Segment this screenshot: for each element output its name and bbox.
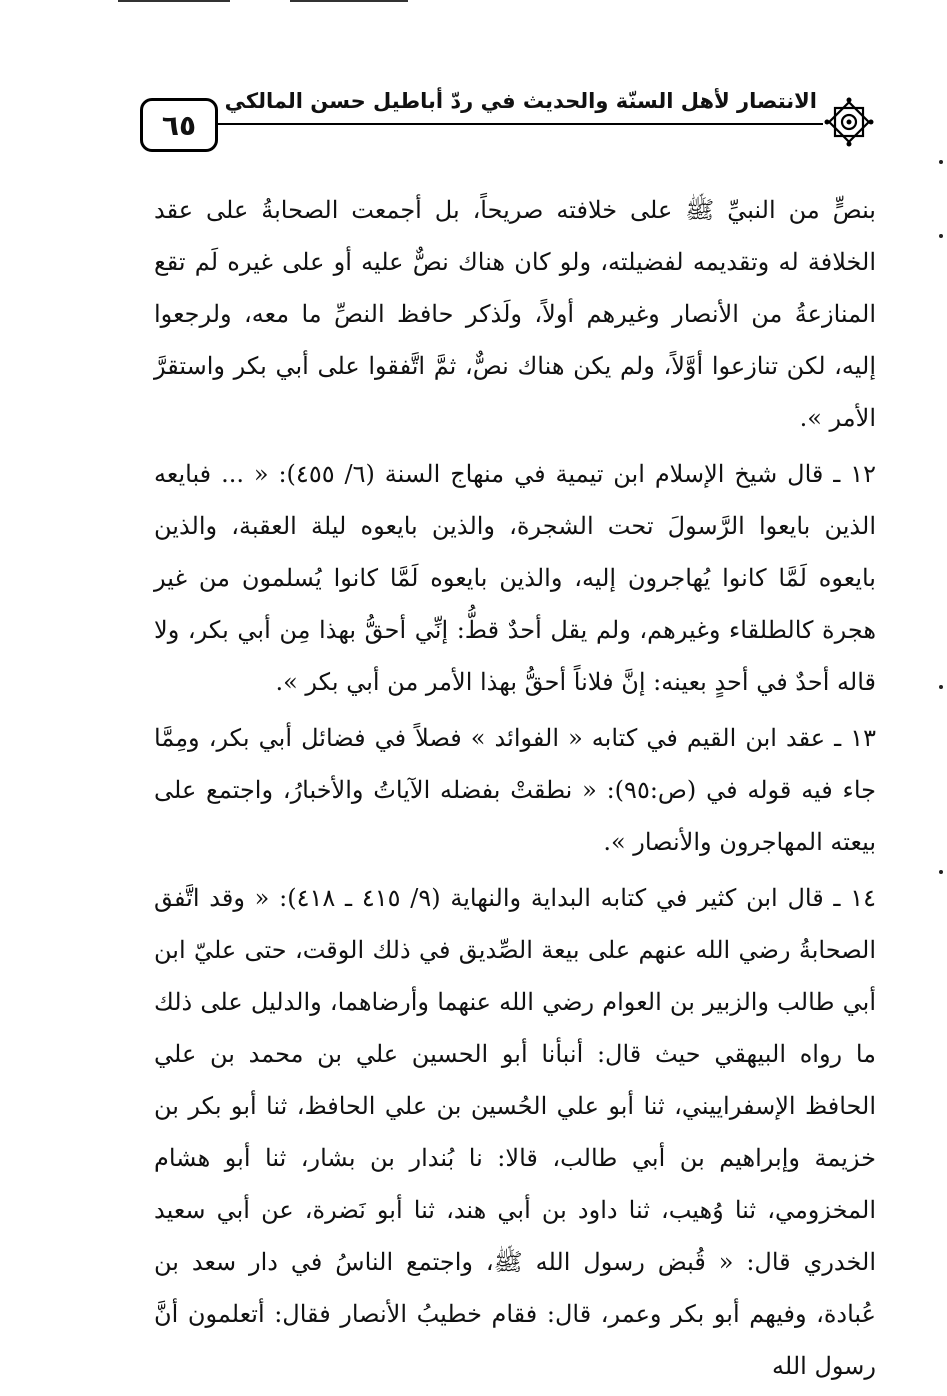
page-number: ٦٥	[140, 98, 218, 152]
running-title: الانتصار لأهل السنّة والحديث في ردّ أباطيل حسن المالكي	[223, 86, 819, 116]
paragraph-12: ١٢ ـ قال شيخ الإسلام ابن تيمية في منهاج السنة (٦/ ٤٥٥): « ... فبايعه الذين بايعوا الرَّسولَ تحت الشجرة، والذين بايعوه ليلة العقبة، والذين بايعوه لَمَّا كانوا يُهاجرون إليه، والذين بايعوه لَمَّا كانوا يُسلمون من غير هجرة كالطلقاء وغيرهم، ولم يقل أحدٌ قطُّ: إنِّي أحقُّ بهذا مِن أبي بكر، ولا قاله أحدٌ في أحدٍ بعينه: إنَّ فلاناً أحقُّ بهذا الأمر من أبي بكر ».	[154, 460, 877, 696]
header-rule	[210, 123, 823, 125]
scan-edge-mark	[290, 0, 408, 2]
scan-speck	[939, 870, 943, 874]
scan-edge-mark	[118, 0, 230, 2]
main-text	[154, 184, 876, 1396]
paragraph-14: ١٤ ـ قال ابن كثير في كتابه البداية والنهاية (٩/ ٤١٥ ـ ٤١٨): « وقد اتَّفق الصحابةُ رضي الله عنهم على بيعة الصِّديق في ذلك الوقت، حتى عليّ ابن أبي طالب والزبير بن العوام رضي الله عنهما وأرضاهما، والدليل على ذلك ما رواه البيهقي حيث قال: أنبأنا أبو الحسين علي بن محمد بن علي الحافظ الإسفراييني، ثنا أبو علي الحُسين بن علي الحافظ، ثنا أبو بكر بن خزيمة وإبراهيم بن أبي طالب، قالا: نا بُندار بن بشار، ثنا أبو هشام المخزومي، ثنا وُهيب، ثنا داود بن أبي هند، ثنا أبو نَضرة، عن أبي سعيد الخدري قال: « قُبض رسول الله ﷺ، واجتمع الناسُ في دار سعد بن عُبادة، وفيهم أبو بكر وعمر، قال: فقام خطيبُ الأنصار فقال: أتعلمون أنَّ رسول الله	[154, 884, 877, 1380]
paragraph-13: ١٣ ـ عقد ابن القيم في كتابه « الفوائد » فصلاً في فضائل أبي بكر، ومِمَّا جاء فيه قوله في (ص:٩٥): « نطقتْ بفضله الآياتُ والأخبارُ، واجتمع على بيعته المهاجرون والأنصار ».	[154, 724, 876, 856]
scan-speck	[939, 160, 943, 164]
star-ornament-icon	[823, 96, 875, 148]
page-header	[140, 80, 875, 160]
scan-speck	[939, 685, 943, 689]
scan-speck	[939, 234, 943, 238]
paragraph-continuation: بنصٍّ من النبيِّ ﷺ على خلافته صريحاً، بل أجمعت الصحابةُ على عقد الخلافة له وتقديمه لفضيلته، ولو كان هناك نصٌّ عليه أو على غيره لَم تقع المنازعةُ من الأنصار وغيرهم أولاً، ولَذكر حافظ النصِّ ما معه، ولرجعوا إليه، لكن تنازعوا أوَّلاً، ولم يكن هناك نصٌّ، ثمَّ اتَّفقوا على أبي بكر واستقرَّ الأمر ».	[154, 196, 876, 432]
